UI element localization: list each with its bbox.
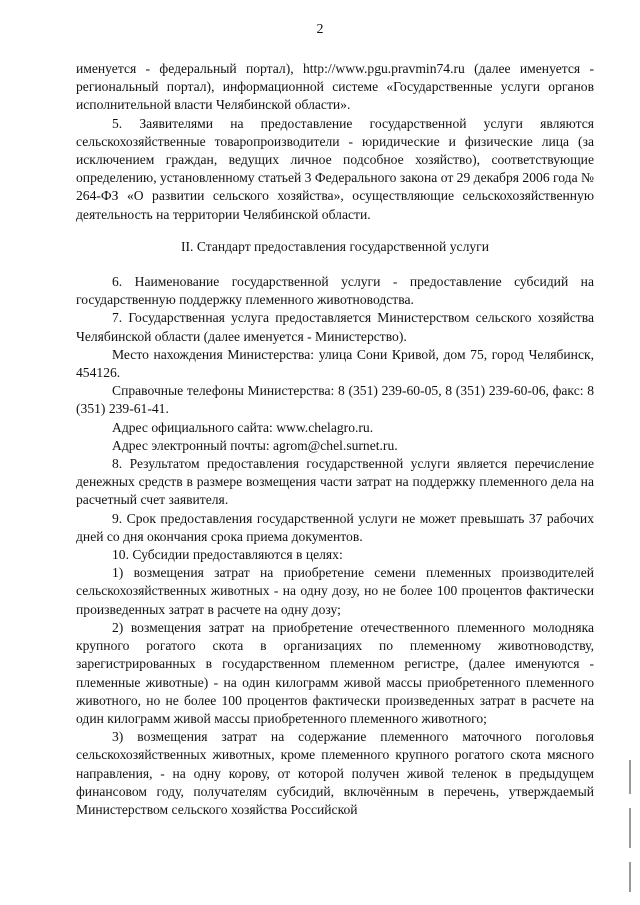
scan-artifact-mark [629, 760, 631, 794]
section-heading: II. Стандарт предоставления государственной услуги [180, 238, 489, 254]
paragraph-7-provider: 7. Государственная услуга предоставляется Министерством сельского хозяйства Челябинской области (далее именуется - Министерство). [76, 310, 594, 344]
paragraph-portal-continuation: именуется - федеральный портал), http://www.pgu.pravmin74.ru (далее именуется - региональный портал), информационной системе «Государственные услуги органов исполнительной власти Челябинской области». [76, 61, 594, 113]
paragraph-ministry-location: Место нахождения Министерства: улица Сони Кривой, дом 75, город Челябинск, 454126. [76, 346, 594, 381]
list-item-10-1: 1) возмещения затрат на приобретение семени племенных производителей сельскохозяйственных животных - на одну дозу, но не более 100 процентов фактически произведенных затрат в расчете на одну дозу; [76, 565, 594, 617]
page-number: 2 [316, 22, 324, 37]
paragraph-6-service-name: 6. Наименование государственной услуги - предоставление субсидий на государственную поддержку племенного животноводства. [76, 274, 594, 308]
paragraph-5-applicants: 5. Заявителями на предоставление государственной услуги являются сельскохозяйственные товаропроизводители - юридические и физические лица (за исключением граждан, ведущих личное подсобное хозяйство), соответствующие определению, установленному статьей 3 Федерального закона от 29 декабря 2006 года № 264-ФЗ «О развитии сельского хозяйства», осуществляющие сельскохозяйственную деятельность на территории Челябинской области. [76, 115, 594, 222]
document-body [76, 60, 594, 819]
paragraph-8-result: 8. Результатом предоставления государственной услуги является перечисление денежных средств в размере возмещения части затрат на поддержку племенного дела на расчетный счет заявителя. [76, 456, 594, 508]
paragraph-ministry-phones: Справочные телефоны Министерства: 8 (351) 239-60-05, 8 (351) 239-60-06, факс: 8 (351) 239-61-41. [76, 383, 594, 417]
paragraph-9-term: 9. Срок предоставления государственной услуги не может превышать 37 рабочих дней со дня окончания срока приема документов. [76, 510, 594, 544]
list-item-10-2: 2) возмещения затрат на приобретение отечественного племенного молодняка крупного рогатого скота в организациях по племенному животноводству, зарегистрированных в государственном племенном регистре, (далее именуются - племенные животные) - на один килограмм живой массы приобретенного племенного животного, но не более 100 процентов фактически произведенных затрат в расчете на один килограмм живой массы приобретенного племенного животного; [76, 619, 594, 726]
scan-artifact-mark [629, 808, 631, 848]
paragraph-email: Адрес электронный почты: agrom@chel.surnet.ru. [112, 437, 398, 453]
list-item-10-3: 3) возмещения затрат на содержание племенного маточного поголовья сельскохозяйственных животных, кроме племенного крупного рогатого скота мясного направления, - на одну корову, от которой получен живой теленок в предыдущем финансовом году, получателям субсидий, включённым в перечень, утверждаемый Министерством сельского хозяйства Российской [76, 729, 594, 817]
paragraph-10-purposes: 10. Субсидии предоставляются в целях: [112, 547, 343, 563]
paragraph-website: Адрес официального сайта: www.chelagro.ru. [112, 419, 374, 435]
scan-artifact-mark [629, 862, 631, 892]
